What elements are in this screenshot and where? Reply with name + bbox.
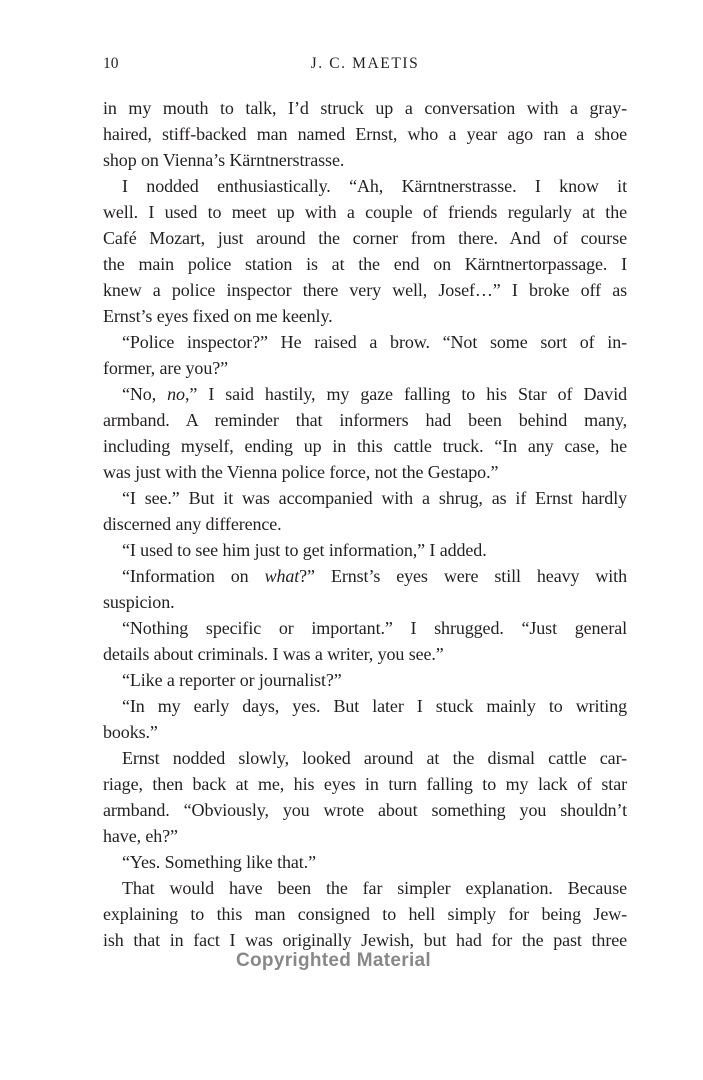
text-segment: I nodded enthusiastically. “Ah, Kärntnerstrasse. I know it (122, 176, 627, 196)
text-line (103, 485, 627, 511)
text-segment: ,” I said hastily, my gaze falling to his Star of David (184, 384, 627, 404)
text-segment: That would have been the far simpler explanation. Because (122, 878, 627, 898)
text-segment: the main police station is at the end on Kärntnertorpassage. I (103, 254, 627, 274)
text-segment: was just with the Vienna police force, not the Gestapo.” (103, 462, 499, 482)
text-segment: have, eh?” (103, 826, 178, 846)
text-line (103, 563, 627, 589)
text-line (103, 355, 627, 381)
text-line (103, 225, 627, 251)
text-segment: shop on Vienna’s Kärntnerstrasse. (103, 150, 345, 170)
text-segment: former, are you?” (103, 358, 229, 378)
text-segment: armband. A reminder that informers had been behind many, (103, 410, 627, 430)
text-segment: discerned any difference. (103, 514, 282, 534)
text-line (103, 459, 627, 485)
text-segment: “I see.” But it was accompanied with a shrug, as if Ernst hardly (122, 488, 627, 508)
text-segment: suspicion. (103, 592, 175, 612)
text-segment: ish that in fact I was originally Jewish, but had for the past three (103, 930, 627, 950)
text-segment: details about criminals. I was a writer, you see.” (103, 644, 444, 664)
text-line (103, 121, 627, 147)
text-line (103, 329, 627, 355)
text-segment: Café Mozart, just around the corner from there. And of course (103, 228, 627, 248)
text-segment: “Yes. Something like that.” (122, 852, 316, 872)
text-segment: well. I used to meet up with a couple of friends regularly at the (103, 202, 627, 222)
text-line (103, 745, 627, 771)
text-line (103, 849, 627, 875)
text-segment: armband. “Obviously, you wrote about something you shouldn’t (103, 800, 627, 820)
text-line (103, 173, 627, 199)
text-line (103, 199, 627, 225)
italic-text: no (167, 384, 185, 404)
text-line (103, 797, 627, 823)
text-line (103, 511, 627, 537)
text-segment: “Police inspector?” He raised a brow. “Not some sort of in- (122, 332, 627, 352)
text-segment: Ernst nodded slowly, looked around at the dismal cattle car- (122, 748, 627, 768)
text-line (103, 589, 627, 615)
text-segment: “Nothing specific or important.” I shrugged. “Just general (122, 618, 627, 638)
text-line (103, 667, 627, 693)
text-line (103, 407, 627, 433)
text-line (103, 771, 627, 797)
text-line (103, 433, 627, 459)
text-segment: Ernst’s eyes fixed on me keenly. (103, 306, 333, 326)
text-line (103, 693, 627, 719)
text-line (103, 251, 627, 277)
text-segment: “In my early days, yes. But later I stuck mainly to writing (122, 696, 627, 716)
text-line (103, 823, 627, 849)
text-segment: riage, then back at me, his eyes in turn falling to my lack of star (103, 774, 627, 794)
text-segment: books.” (103, 722, 158, 742)
text-segment: “No, (122, 384, 168, 404)
page-number: 10 (103, 55, 119, 72)
text-line (103, 277, 627, 303)
text-line (103, 719, 627, 745)
text-line (103, 381, 627, 407)
text-line (103, 875, 627, 901)
body-text (103, 95, 627, 953)
running-head (103, 52, 627, 76)
text-segment: ?” Ernst’s eyes were still heavy with (299, 566, 627, 586)
text-line (103, 615, 627, 641)
text-segment: “Like a reporter or journalist?” (122, 670, 342, 690)
copyright-watermark: Copyrighted Material (236, 950, 431, 971)
text-segment: in my mouth to talk, I’d struck up a conversation with a gray- (103, 98, 627, 118)
text-line (103, 537, 627, 563)
italic-text: what (264, 566, 300, 586)
text-segment: including myself, ending up in this cattle truck. “In any case, he (103, 436, 627, 456)
text-line (103, 303, 627, 329)
text-segment: explaining to this man consigned to hell simply for being Jew- (103, 904, 627, 924)
text-segment: “I used to see him just to get information,” I added. (122, 540, 487, 560)
text-line (103, 641, 627, 667)
text-segment: haired, stiff-backed man named Ernst, who a year ago ran a shoe (103, 124, 627, 144)
text-line (103, 147, 627, 173)
text-line (103, 901, 627, 927)
text-segment: “Information on (122, 566, 265, 586)
text-line (103, 95, 627, 121)
text-line (103, 927, 627, 953)
running-head-author: J. C. MAETIS (310, 55, 420, 72)
text-segment: knew a police inspector there very well, Josef…” I broke off as (103, 280, 627, 300)
